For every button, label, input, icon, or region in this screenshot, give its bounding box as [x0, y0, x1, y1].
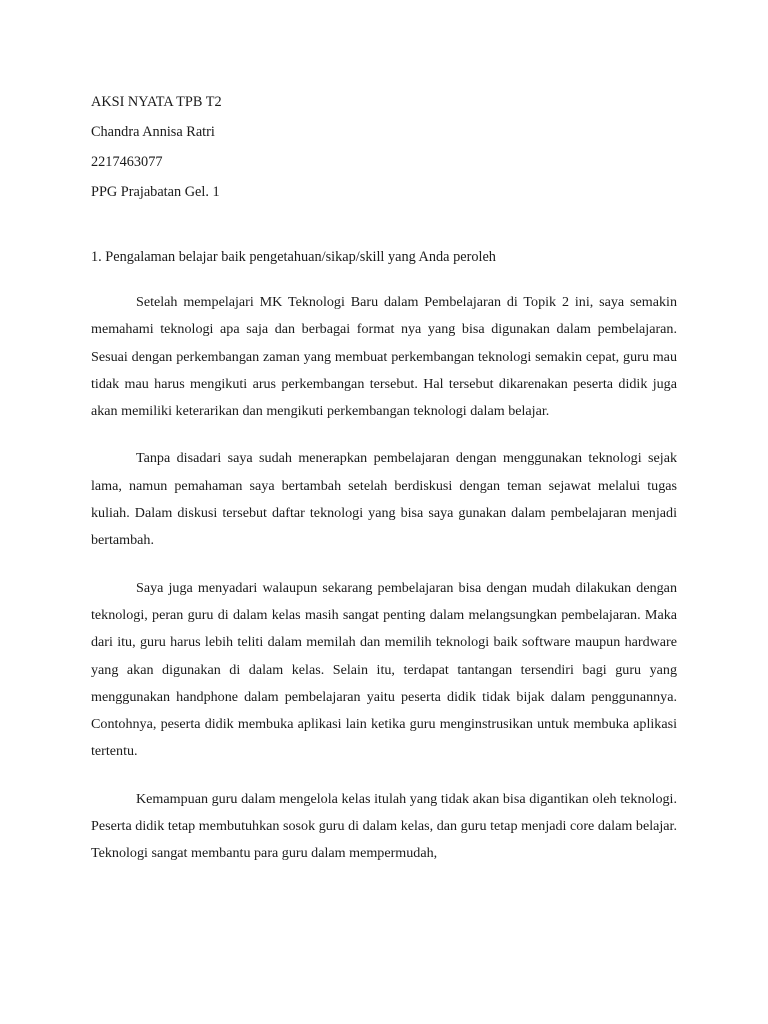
paragraph-3: Saya juga menyadari walaupun sekarang pembelajaran bisa dengan mudah dilakukan dengan teknologi, peran guru di dalam kelas masih sangat penting dalam melangsungkan pembelajaran. Maka dari itu, guru harus lebih teliti dalam memilah dan memilih teknologi baik software maupun hardware yang akan digunakan di dalam kelas. Selain itu, terdapat tantangan tersendiri bagi guru yang menggunakan handphone dalam pembelajaran yaitu peserta didik tidak bijak dalam penggunannya. Contohnya, peserta didik membuka aplikasi lain ketika guru menginstrusikan untuk membuka aplikasi tertentu.: [91, 579, 677, 760]
program-name: PPG Prajabatan Gel. 1: [91, 184, 220, 200]
document-content: [91, 92, 677, 888]
document-title: AKSI NYATA TPB T2: [91, 94, 222, 110]
paragraph-1: Setelah mempelajari MK Teknologi Baru dalam Pembelajaran di Topik 2 ini, saya semakin memahami teknologi apa saja dan berbagai format nya yang bisa digunakan dalam pembelajaran. Sesuai dengan perkembangan zaman yang membuat perkembangan teknologi semakin cepat, guru mau tidak mau harus mengikuti arus perkembangan tersebut. Hal tersebut dikarenakan peserta didik juga akan memiliki keterarikan dan mengikuti perkembangan teknologi dalam belajar.: [91, 294, 677, 420]
paragraph-2: Tanpa disadari saya sudah menerapkan pembelajaran dengan menggunakan teknologi sejak lama, namun pemahaman saya bertambah setelah berdiskusi dengan teman sejawat melalui tugas kuliah. Dalam diskusi tersebut daftar teknologi yang bisa saya gunakan dalam pembelajaran menjadi bertambah.: [91, 450, 677, 549]
paragraph-4: Kemampuan guru dalam mengelola kelas itulah yang tidak akan bisa digantikan oleh teknologi. Peserta didik tetap membutuhkan sosok guru di dalam kelas, dan guru tetap menjadi core dalam belajar. Teknologi sangat membantu para guru dalam mempermudah,: [91, 790, 677, 862]
section-heading: 1. Pengalaman belajar baik pengetahuan/sikap/skill yang Anda peroleh: [91, 249, 496, 265]
author-name: Chandra Annisa Ratri: [91, 124, 215, 140]
student-id: 2217463077: [91, 154, 163, 170]
